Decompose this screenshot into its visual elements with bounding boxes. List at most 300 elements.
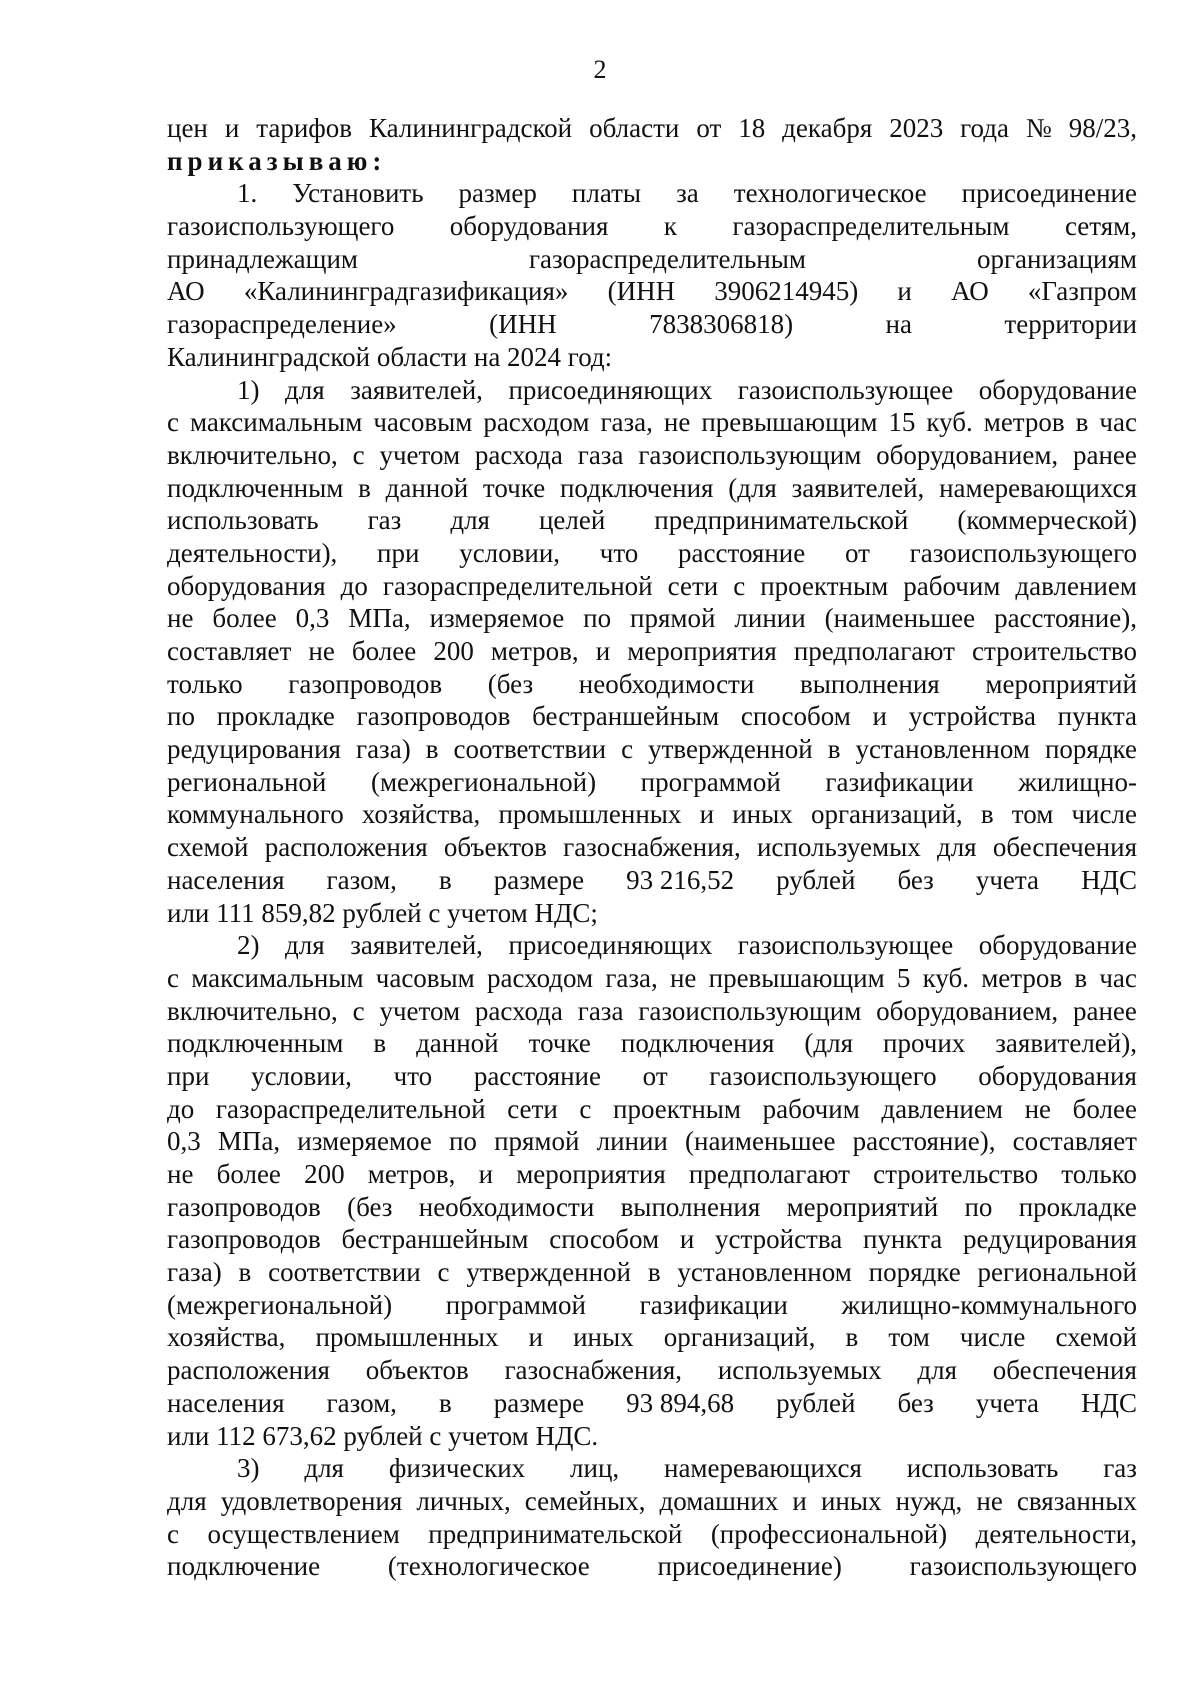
text-word: (технологическое bbox=[387, 1551, 590, 1582]
text-word: соответствии bbox=[268, 1257, 421, 1288]
text-word: оборудование bbox=[978, 930, 1137, 961]
text-word: расстояние bbox=[473, 1060, 601, 1091]
text-line bbox=[167, 700, 1137, 733]
text-word: и bbox=[679, 1224, 695, 1255]
text-word: проектным bbox=[613, 1093, 742, 1124]
text-word: 200 bbox=[304, 1159, 345, 1189]
text-line bbox=[167, 243, 1137, 276]
text-line bbox=[167, 439, 1137, 472]
text-line bbox=[167, 602, 1137, 635]
text-word: при bbox=[167, 1060, 210, 1091]
text-line bbox=[167, 1223, 1137, 1256]
text-word: не bbox=[308, 636, 335, 666]
text-word: проектным bbox=[760, 570, 889, 601]
text-word: деятельности, bbox=[975, 1518, 1137, 1549]
text-word: (для bbox=[804, 1028, 854, 1059]
text-word: утвержденной bbox=[466, 1257, 631, 1288]
text-word: утвержденной bbox=[648, 734, 813, 765]
text-word: газом, bbox=[326, 1387, 397, 1418]
text-word: оборудованием, bbox=[876, 439, 1059, 470]
text-word: условии, bbox=[251, 1060, 352, 1091]
text-line bbox=[167, 374, 1137, 407]
text-word: личных, bbox=[416, 1485, 511, 1516]
text-word: с bbox=[437, 1257, 450, 1288]
text-word: размере bbox=[493, 1387, 585, 1418]
text-word: оборудованием, bbox=[876, 995, 1059, 1026]
text-word: газоиспользующим bbox=[638, 439, 862, 470]
text-word: линии bbox=[596, 1126, 668, 1157]
text-line bbox=[167, 308, 1137, 341]
text-word: и bbox=[872, 701, 887, 732]
text-word: с bbox=[167, 407, 179, 438]
text-word: заявителей, bbox=[791, 472, 925, 503]
text-line bbox=[167, 275, 1137, 308]
text-word: прямой bbox=[630, 603, 716, 634]
text-word: с bbox=[167, 1518, 179, 1549]
text-word: объектов bbox=[365, 1355, 469, 1386]
text-word: с bbox=[352, 439, 365, 470]
text-word: часовым bbox=[373, 407, 473, 438]
text-word: 0,3 bbox=[167, 1126, 201, 1157]
text-word: составляет bbox=[167, 636, 292, 666]
text-word: от bbox=[696, 113, 722, 143]
text-word: мероприятия bbox=[627, 636, 777, 666]
text-word: подключенным bbox=[167, 472, 344, 503]
text-word: точке bbox=[528, 1028, 591, 1059]
text-word: присоединяющих bbox=[508, 930, 713, 961]
text-word: используемых bbox=[717, 1355, 882, 1386]
text-word: точке bbox=[482, 472, 546, 503]
text-word: нужд, bbox=[895, 1485, 963, 1516]
text-word: деятельности), bbox=[167, 537, 338, 568]
text-line bbox=[167, 210, 1137, 243]
text-word: «Калининградгазификация» bbox=[243, 276, 569, 307]
text-word: газопроводов bbox=[167, 1191, 321, 1222]
text-word: связанных bbox=[1016, 1485, 1137, 1516]
text-word: газоиспользующим bbox=[638, 995, 862, 1026]
text-word: 0,3 bbox=[295, 603, 330, 634]
text-word: программой bbox=[640, 766, 781, 797]
text-word: что bbox=[599, 537, 639, 568]
text-word: газификации bbox=[639, 1289, 788, 1320]
text-word: без bbox=[897, 1387, 934, 1418]
text-word: жилищно-коммунального bbox=[841, 1289, 1137, 1320]
text-word: способом bbox=[740, 701, 851, 732]
text-word: включительно, bbox=[167, 995, 338, 1026]
text-word: соответствии bbox=[453, 734, 607, 765]
text-word: линии bbox=[734, 603, 806, 634]
text-word: НДС bbox=[1081, 1387, 1137, 1418]
text-word: или 112 673,62 рублей с учетом НДС. bbox=[167, 1420, 599, 1451]
text-word: и bbox=[528, 1322, 543, 1353]
text-word: предпринимательской bbox=[654, 505, 909, 536]
text-word: для bbox=[167, 1485, 207, 1516]
text-word: используемых bbox=[756, 832, 921, 863]
text-word: не bbox=[663, 407, 691, 438]
text-word: в bbox=[845, 1322, 859, 1353]
text-word: мероприятий bbox=[786, 1191, 939, 1222]
text-word: коммунального bbox=[167, 799, 344, 830]
text-word: том bbox=[1011, 799, 1054, 830]
text-word: (ИНН bbox=[489, 309, 557, 340]
text-word: метров, bbox=[490, 636, 579, 666]
text-word: присоединение) bbox=[657, 1551, 842, 1582]
text-word: включительно, bbox=[167, 439, 338, 470]
text-word: расположения bbox=[264, 832, 428, 863]
text-word: рабочим bbox=[903, 570, 1001, 601]
text-word: расстояние), bbox=[994, 603, 1137, 634]
text-word: пункта bbox=[862, 1224, 943, 1255]
text-word: в bbox=[1075, 407, 1089, 438]
text-word: не bbox=[167, 1159, 194, 1189]
text-word: максимальным bbox=[191, 962, 364, 993]
text-word: заявителей, bbox=[350, 374, 483, 405]
text-line bbox=[167, 1060, 1137, 1093]
text-line bbox=[167, 733, 1137, 766]
text-word: заявителей), bbox=[995, 1028, 1137, 1059]
text-word: использовать bbox=[906, 1453, 1059, 1484]
text-word: МПа, bbox=[217, 1126, 281, 1157]
text-word: редуцирования bbox=[167, 734, 341, 765]
text-word: или 111 859,82 рублей с учетом НДС; bbox=[167, 897, 598, 928]
text-word: строительство bbox=[873, 1159, 1039, 1189]
text-word: газ bbox=[367, 505, 402, 536]
text-word: иных bbox=[573, 1322, 634, 1353]
text-word: жилищно- bbox=[1018, 766, 1137, 797]
text-word: максимальным bbox=[189, 407, 363, 438]
text-line bbox=[167, 995, 1137, 1028]
text-word: более bbox=[212, 603, 277, 634]
text-word: превышающим bbox=[708, 962, 885, 993]
text-word: № bbox=[1025, 113, 1052, 143]
text-word: газа bbox=[577, 439, 624, 470]
text-word: предполагают bbox=[688, 1159, 850, 1189]
text-line bbox=[167, 798, 1137, 831]
text-word: цен bbox=[167, 113, 208, 143]
text-word: рублей bbox=[776, 864, 856, 895]
text-word: с bbox=[733, 570, 746, 601]
text-word: намеревающихся bbox=[939, 472, 1137, 503]
text-word: прокладке bbox=[216, 701, 335, 732]
text-word: населения bbox=[167, 1387, 285, 1418]
text-word: 200 bbox=[433, 636, 474, 666]
text-word: оборудования bbox=[449, 211, 609, 242]
text-word: необходимости bbox=[578, 668, 755, 699]
text-word: с bbox=[167, 962, 179, 993]
text-line bbox=[167, 504, 1137, 537]
text-word: по bbox=[964, 1191, 993, 1222]
text-word: (без bbox=[487, 668, 534, 699]
text-word: куб. bbox=[922, 962, 969, 993]
text-word: рублей bbox=[776, 1387, 856, 1418]
text-word: данной bbox=[416, 1028, 499, 1059]
text-word: бестраншейным bbox=[532, 701, 720, 732]
text-word: данной bbox=[385, 472, 469, 503]
text-word: по bbox=[167, 701, 195, 732]
text-word: газа) bbox=[167, 1257, 222, 1288]
text-word: газа) bbox=[356, 734, 411, 765]
text-word: (межрегиональной) bbox=[370, 766, 597, 797]
text-word: 15 bbox=[888, 407, 916, 438]
text-line bbox=[167, 406, 1137, 439]
text-word: газоснабжения, bbox=[504, 1355, 683, 1386]
text-word: присоединяющих bbox=[508, 374, 713, 405]
text-word: прокладке bbox=[1018, 1191, 1137, 1222]
text-word: предпринимательской bbox=[428, 1518, 683, 1549]
text-line bbox=[167, 1518, 1137, 1551]
text-line bbox=[167, 570, 1137, 603]
text-word: ранее bbox=[1073, 995, 1137, 1026]
text-word: семейных, bbox=[524, 1485, 646, 1516]
text-word: целей bbox=[538, 505, 606, 536]
text-word: и bbox=[699, 799, 715, 830]
text-word: использовать bbox=[167, 505, 319, 536]
text-word: АО bbox=[951, 276, 989, 307]
text-word: газопроводов bbox=[167, 1224, 321, 1255]
text-word: подключенным bbox=[167, 1028, 344, 1059]
text-word: давлением bbox=[1015, 570, 1137, 601]
text-word: газоснабжения, bbox=[563, 832, 741, 863]
text-word: прочих bbox=[883, 1028, 966, 1059]
text-word: схемой bbox=[1055, 1322, 1137, 1353]
text-word: в bbox=[1074, 962, 1088, 993]
text-word: осуществлением bbox=[207, 1518, 400, 1549]
text-line bbox=[167, 1485, 1137, 1518]
text-word: в bbox=[980, 799, 994, 830]
text-word: с bbox=[621, 734, 634, 765]
text-line bbox=[167, 537, 1137, 570]
text-word: в bbox=[438, 864, 452, 895]
text-word: газоиспользующего bbox=[167, 211, 395, 242]
text-word: схемой bbox=[167, 832, 249, 863]
text-word: газораспределительной bbox=[382, 570, 653, 601]
text-word: «Газпром bbox=[1027, 276, 1137, 307]
text-word: только bbox=[167, 668, 243, 699]
text-word: способом bbox=[549, 1224, 660, 1255]
text-word: газоиспользующего bbox=[909, 537, 1137, 568]
text-word: 2023 bbox=[889, 113, 944, 143]
text-word: Установить bbox=[292, 178, 424, 209]
text-word: том bbox=[888, 1322, 930, 1353]
text-word: промышленных bbox=[315, 1322, 499, 1353]
text-word: программой bbox=[445, 1289, 586, 1320]
text-word: на bbox=[885, 309, 912, 340]
text-line bbox=[167, 145, 1137, 178]
text-word: 2) bbox=[237, 930, 260, 961]
text-word: (ИНН bbox=[607, 276, 676, 307]
text-line bbox=[167, 1550, 1137, 1583]
text-word: присоединение bbox=[961, 178, 1137, 209]
text-word: территории bbox=[1004, 309, 1137, 340]
text-word: газораспределение» bbox=[167, 309, 397, 340]
text-word: расходом bbox=[483, 407, 590, 438]
text-word: составляет bbox=[1012, 1126, 1137, 1157]
text-word: (наименьшее bbox=[685, 1126, 836, 1157]
text-word: газа, bbox=[605, 962, 658, 993]
text-word: удовлетворения bbox=[220, 1485, 403, 1516]
text-word: устройства bbox=[715, 1224, 843, 1255]
text-word: порядке bbox=[1044, 734, 1137, 765]
text-word: до bbox=[167, 1093, 195, 1124]
text-word: для bbox=[917, 1355, 957, 1386]
text-line bbox=[167, 1256, 1137, 1289]
text-word: АО bbox=[167, 276, 205, 307]
text-word: Калининградской области на 2024 год: bbox=[167, 341, 613, 372]
text-line bbox=[167, 1191, 1137, 1224]
text-word: от bbox=[844, 537, 870, 568]
text-word: за bbox=[676, 178, 699, 209]
text-word: газ bbox=[1103, 1453, 1137, 1484]
text-word: газораспределительным bbox=[732, 211, 1010, 242]
text-word: хозяйства, bbox=[361, 799, 481, 830]
text-word: иных bbox=[820, 1485, 882, 1516]
text-word: метров, bbox=[367, 1159, 456, 1189]
text-word: давлением bbox=[881, 1093, 1003, 1124]
text-line bbox=[167, 962, 1137, 995]
text-word: области bbox=[589, 113, 680, 143]
text-line bbox=[167, 1452, 1137, 1485]
text-word: (наименьшее bbox=[824, 603, 976, 634]
text-word: в bbox=[827, 734, 841, 765]
text-word: и bbox=[595, 636, 611, 666]
text-word: измеряемое bbox=[429, 603, 565, 634]
text-word: часовым bbox=[375, 962, 475, 993]
text-word: расположения bbox=[167, 1355, 330, 1386]
text-word: метров bbox=[983, 407, 1065, 438]
text-word: установленном bbox=[855, 734, 1030, 765]
text-word: тарифов bbox=[256, 113, 353, 143]
text-line bbox=[167, 1321, 1137, 1354]
text-word: газораспределительным bbox=[528, 243, 806, 274]
text-word: газопроводов bbox=[356, 701, 511, 732]
text-word: более bbox=[351, 636, 417, 666]
text-word: размер bbox=[458, 178, 537, 209]
text-word: иных bbox=[732, 799, 793, 830]
text-word: учета bbox=[975, 1387, 1040, 1418]
text-word: технологическое bbox=[733, 178, 927, 209]
text-word: куб. bbox=[926, 407, 973, 438]
text-word: не bbox=[669, 962, 697, 993]
text-word: намеревающихся bbox=[664, 1453, 862, 1484]
text-word: объектов bbox=[443, 832, 547, 863]
text-word: устройства bbox=[908, 701, 1036, 732]
text-word: в bbox=[647, 1257, 661, 1288]
text-word: и bbox=[792, 1485, 807, 1516]
text-word: региональной bbox=[977, 1257, 1137, 1288]
text-word: расхода bbox=[474, 439, 563, 470]
text-word: превышающим bbox=[701, 407, 878, 438]
text-word: газоиспользующего bbox=[709, 1060, 937, 1091]
text-word: для bbox=[285, 374, 325, 405]
text-word: организациям bbox=[976, 243, 1137, 274]
text-word: газопроводов bbox=[288, 668, 443, 699]
text-word: организаций, bbox=[663, 1322, 816, 1353]
text-line bbox=[167, 1354, 1137, 1387]
text-word: домашних bbox=[659, 1485, 779, 1516]
text-word: в bbox=[238, 1257, 252, 1288]
text-word: для bbox=[285, 930, 325, 961]
text-word: для bbox=[936, 832, 977, 863]
text-word: 7838306818) bbox=[649, 309, 794, 340]
text-word: организаций, bbox=[810, 799, 963, 830]
text-word: по bbox=[448, 1126, 477, 1157]
text-word: что bbox=[393, 1060, 433, 1091]
text-word: газораспределительной bbox=[215, 1093, 486, 1124]
text-word: оборудования bbox=[978, 1060, 1137, 1091]
text-word: расходом bbox=[486, 962, 594, 993]
text-word: сетям, bbox=[1064, 211, 1137, 242]
text-word: только bbox=[1061, 1159, 1137, 1189]
text-word: 93 216,52 bbox=[626, 864, 735, 895]
text-line bbox=[167, 1289, 1137, 1322]
text-word: газификации bbox=[825, 766, 974, 797]
text-word: при bbox=[377, 537, 420, 568]
document-body bbox=[167, 112, 1137, 1583]
text-word: и bbox=[224, 113, 240, 143]
text-word: оборудования bbox=[167, 570, 326, 601]
text-line bbox=[167, 1125, 1137, 1158]
page-number: 2 bbox=[593, 55, 607, 84]
text-word: (межрегиональной) bbox=[167, 1289, 393, 1320]
text-word: установленном bbox=[677, 1257, 852, 1288]
text-word: газоиспользующее bbox=[737, 374, 954, 405]
text-word: газоиспользующее bbox=[737, 930, 954, 961]
text-line bbox=[167, 112, 1137, 145]
text-word: прямой bbox=[494, 1126, 580, 1157]
text-word: к bbox=[663, 211, 678, 242]
text-word: мероприятий bbox=[985, 668, 1137, 699]
text-word: числе bbox=[959, 1322, 1026, 1353]
text-word: не bbox=[1024, 1093, 1052, 1124]
text-word: (для bbox=[728, 472, 777, 503]
text-word: предполагают bbox=[793, 636, 955, 666]
text-word: более bbox=[216, 1159, 281, 1189]
text-word: не bbox=[976, 1485, 1003, 1516]
text-word: без bbox=[897, 864, 934, 895]
text-word: в bbox=[358, 472, 371, 503]
text-line bbox=[167, 897, 1137, 930]
text-word: выполнения bbox=[620, 1191, 761, 1222]
text-word: мероприятия bbox=[516, 1159, 666, 1189]
text-word: (коммерческой) bbox=[957, 505, 1137, 536]
text-word: числе bbox=[1071, 799, 1137, 830]
text-word: редуцирования bbox=[962, 1224, 1137, 1255]
text-word: пункта bbox=[1057, 701, 1137, 732]
text-word: промышленных bbox=[498, 799, 682, 830]
text-word: хозяйства, bbox=[167, 1322, 286, 1353]
text-word: подключения bbox=[559, 472, 714, 503]
text-word: размере bbox=[493, 864, 585, 895]
text-word: газоиспользующего bbox=[909, 1551, 1137, 1582]
text-word: подключение bbox=[167, 1551, 321, 1582]
text-word: заявителей, bbox=[350, 930, 483, 961]
text-word: подключения bbox=[620, 1028, 775, 1059]
text-word: НДС bbox=[1081, 864, 1137, 895]
text-word: для bbox=[450, 505, 490, 536]
text-line bbox=[167, 864, 1137, 897]
text-word: метров bbox=[981, 962, 1063, 993]
text-word: более bbox=[1072, 1093, 1137, 1124]
text-word: лиц, bbox=[570, 1453, 620, 1484]
text-word: измеряемое bbox=[297, 1126, 432, 1157]
text-word: по bbox=[583, 603, 612, 634]
text-word: в bbox=[373, 1028, 387, 1059]
text-line bbox=[167, 766, 1137, 799]
text-line bbox=[167, 635, 1137, 668]
order-word: приказываю: bbox=[167, 145, 387, 176]
text-word: Калининградской bbox=[369, 113, 573, 143]
text-word: сети bbox=[507, 1093, 558, 1124]
